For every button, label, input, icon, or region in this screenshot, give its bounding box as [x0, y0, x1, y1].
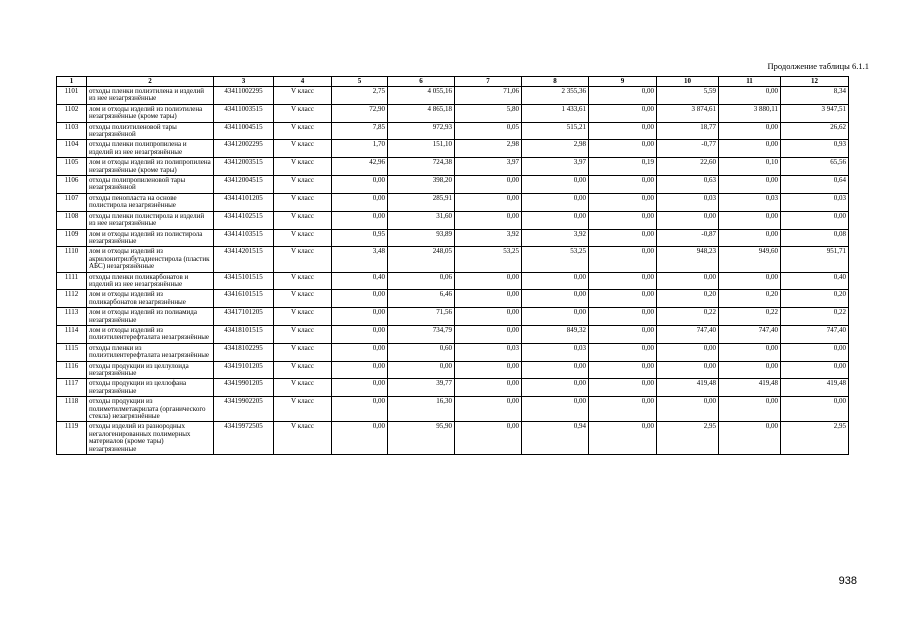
value-cell: 724,38 [388, 158, 455, 176]
table-row [57, 158, 849, 176]
value-cell: 0,19 [589, 158, 657, 176]
value-cell: 0,22 [781, 308, 849, 326]
value-cell: 71,56 [388, 308, 455, 326]
column-header: 5 [332, 77, 388, 87]
value-cell: 419,48 [719, 379, 781, 397]
value-cell: 0,00 [719, 229, 781, 247]
value-cell: 747,40 [719, 325, 781, 343]
value-cell: 0,00 [719, 87, 781, 105]
value-cell: 7,85 [332, 122, 388, 140]
table-row [57, 361, 849, 379]
value-cell: 0,94 [522, 422, 589, 455]
fkko-code-cell: 43416101515 [214, 290, 274, 308]
value-cell: 0,00 [589, 290, 657, 308]
fkko-code-cell: 43411002295 [214, 87, 274, 105]
value-cell: 0,60 [388, 343, 455, 361]
value-cell: 3,97 [522, 158, 589, 176]
fkko-code-cell: 43412003515 [214, 158, 274, 176]
value-cell: 0,00 [332, 325, 388, 343]
value-cell: 0,00 [589, 343, 657, 361]
hazard-class-cell: V класс [274, 229, 332, 247]
value-cell: 0,05 [455, 122, 522, 140]
row-number-cell: 1114 [57, 325, 87, 343]
waste-name-cell: лом и отходы изделий из полиамида незагрязнённые [87, 308, 214, 326]
value-cell: 2,98 [522, 140, 589, 158]
row-number-cell: 1106 [57, 176, 87, 194]
table-row [57, 140, 849, 158]
fkko-code-cell: 43419902205 [214, 397, 274, 422]
column-header: 2 [87, 77, 214, 87]
row-number-cell: 1117 [57, 379, 87, 397]
value-cell: 26,62 [781, 122, 849, 140]
value-cell: 0,00 [522, 272, 589, 290]
value-cell: 0,00 [455, 176, 522, 194]
value-cell: 22,60 [657, 158, 719, 176]
value-cell: 0,00 [455, 422, 522, 455]
value-cell: 0,03 [781, 193, 849, 211]
value-cell: 2 355,36 [522, 87, 589, 105]
value-cell: 0,00 [589, 229, 657, 247]
row-number-cell: 1116 [57, 361, 87, 379]
value-cell: 2,95 [657, 422, 719, 455]
value-cell: 0,00 [455, 193, 522, 211]
value-cell: 747,40 [781, 325, 849, 343]
value-cell: 4 865,18 [388, 104, 455, 122]
hazard-class-cell: V класс [274, 422, 332, 455]
column-header: 9 [589, 77, 657, 87]
value-cell: 0,03 [657, 193, 719, 211]
table-caption: Продолжение таблицы 6.1.1 [767, 61, 869, 71]
value-cell: 0,00 [332, 176, 388, 194]
value-cell: 95,90 [388, 422, 455, 455]
value-cell: 5,80 [455, 104, 522, 122]
value-cell: 0,00 [657, 272, 719, 290]
value-cell: 0,40 [332, 272, 388, 290]
table-row [57, 422, 849, 455]
table-row [57, 193, 849, 211]
value-cell: 1 433,61 [522, 104, 589, 122]
value-cell: 151,10 [388, 140, 455, 158]
value-cell: 0,00 [719, 140, 781, 158]
value-cell: 3,48 [332, 247, 388, 272]
hazard-class-cell: V класс [274, 87, 332, 105]
value-cell: 0,00 [522, 290, 589, 308]
value-cell: 0,00 [781, 397, 849, 422]
value-cell: 0,00 [781, 211, 849, 229]
value-cell: 747,40 [657, 325, 719, 343]
value-cell: 0,00 [455, 325, 522, 343]
fkko-code-cell: 43419972505 [214, 422, 274, 455]
waste-name-cell: лом и отходы изделий из полипропилена незагрязнённые (кроме тары) [87, 158, 214, 176]
fkko-code-cell: 43414101205 [214, 193, 274, 211]
table-row [57, 325, 849, 343]
value-cell: 0,00 [332, 290, 388, 308]
value-cell: 72,90 [332, 104, 388, 122]
value-cell: 972,93 [388, 122, 455, 140]
row-number-cell: 1105 [57, 158, 87, 176]
waste-name-cell: лом и отходы изделий из полиэтилентерефталата незагрязнённые [87, 325, 214, 343]
waste-table [56, 76, 849, 455]
row-number-cell: 1113 [57, 308, 87, 326]
value-cell: 0,00 [589, 379, 657, 397]
value-cell: 0,00 [589, 176, 657, 194]
row-number-cell: 1111 [57, 272, 87, 290]
waste-name-cell: отходы продукции из целлулоида незагрязнённые [87, 361, 214, 379]
value-cell: 949,60 [719, 247, 781, 272]
value-cell: 0,00 [455, 397, 522, 422]
value-cell: 31,60 [388, 211, 455, 229]
value-cell: 0,00 [719, 397, 781, 422]
value-cell: 0,00 [332, 422, 388, 455]
value-cell: 0,93 [781, 140, 849, 158]
table-row [57, 379, 849, 397]
value-cell: 2,98 [455, 140, 522, 158]
waste-name-cell: лом и отходы изделий из полиэтилена незагрязнённые (кроме тары) [87, 104, 214, 122]
hazard-class-cell: V класс [274, 379, 332, 397]
value-cell: 419,48 [657, 379, 719, 397]
value-cell: 6,46 [388, 290, 455, 308]
value-cell: 0,00 [522, 397, 589, 422]
value-cell: 0,00 [522, 193, 589, 211]
value-cell: 0,00 [332, 361, 388, 379]
column-header: 12 [781, 77, 849, 87]
value-cell: 0,03 [522, 343, 589, 361]
fkko-code-cell: 43414201515 [214, 247, 274, 272]
value-cell: 0,00 [589, 193, 657, 211]
hazard-class-cell: V класс [274, 122, 332, 140]
value-cell: 3,92 [522, 229, 589, 247]
fkko-code-cell: 43414103515 [214, 229, 274, 247]
column-header: 6 [388, 77, 455, 87]
value-cell: 3,92 [455, 229, 522, 247]
value-cell: 948,23 [657, 247, 719, 272]
value-cell: 0,00 [657, 361, 719, 379]
hazard-class-cell: V класс [274, 290, 332, 308]
waste-name-cell: отходы продукции из целлофана незагрязнённые [87, 379, 214, 397]
value-cell: 8,34 [781, 87, 849, 105]
waste-name-cell: отходы изделий из разнородных негалогенированных полимерных материалов (кроме тары) незагрязненные [87, 422, 214, 455]
table-row [57, 343, 849, 361]
value-cell: 0,20 [781, 290, 849, 308]
header-row [57, 77, 849, 87]
value-cell: 0,00 [589, 211, 657, 229]
value-cell: 0,10 [719, 158, 781, 176]
value-cell: 0,00 [589, 87, 657, 105]
value-cell: 0,00 [589, 397, 657, 422]
waste-name-cell: отходы пленки полиэтилена и изделий из нее незагрязнённые [87, 87, 214, 105]
waste-name-cell: отходы пленки полипропилена и изделий из нее незагрязнённые [87, 140, 214, 158]
table-row [57, 87, 849, 105]
value-cell: 0,64 [781, 176, 849, 194]
hazard-class-cell: V класс [274, 247, 332, 272]
waste-name-cell: лом и отходы изделий из акрилонитрилбутадиенстирола (пластик АБС) незагрязнённые [87, 247, 214, 272]
hazard-class-cell: V класс [274, 325, 332, 343]
value-cell: 0,00 [589, 247, 657, 272]
value-cell: 0,00 [589, 140, 657, 158]
row-number-cell: 1104 [57, 140, 87, 158]
value-cell: 734,79 [388, 325, 455, 343]
row-number-cell: 1110 [57, 247, 87, 272]
waste-name-cell: отходы пенопласта на основе полистирола незагрязнённые [87, 193, 214, 211]
value-cell: 0,00 [455, 379, 522, 397]
value-cell: 39,77 [388, 379, 455, 397]
value-cell: 0,00 [455, 308, 522, 326]
hazard-class-cell: V класс [274, 140, 332, 158]
hazard-class-cell: V класс [274, 272, 332, 290]
value-cell: 5,59 [657, 87, 719, 105]
value-cell: 0,22 [719, 308, 781, 326]
value-cell: 0,00 [388, 361, 455, 379]
row-number-cell: 1118 [57, 397, 87, 422]
value-cell: 0,00 [589, 104, 657, 122]
value-cell: 0,00 [332, 343, 388, 361]
hazard-class-cell: V класс [274, 176, 332, 194]
waste-name-cell: отходы пленки полистирола и изделий из нее незагрязнённые [87, 211, 214, 229]
value-cell: 951,71 [781, 247, 849, 272]
value-cell: 398,20 [388, 176, 455, 194]
waste-name-cell: лом и отходы изделий из поликарбонатов незагрязнённые [87, 290, 214, 308]
value-cell: 0,00 [589, 325, 657, 343]
value-cell: 0,00 [522, 308, 589, 326]
column-header: 3 [214, 77, 274, 87]
row-number-cell: 1101 [57, 87, 87, 105]
fkko-code-cell: 43417101205 [214, 308, 274, 326]
value-cell: 515,21 [522, 122, 589, 140]
hazard-class-cell: V класс [274, 211, 332, 229]
column-header: 10 [657, 77, 719, 87]
value-cell: 0,00 [719, 422, 781, 455]
value-cell: 0,00 [719, 122, 781, 140]
row-number-cell: 1119 [57, 422, 87, 455]
value-cell: 0,40 [781, 272, 849, 290]
value-cell: 3 880,11 [719, 104, 781, 122]
table-row [57, 211, 849, 229]
value-cell: 0,00 [719, 343, 781, 361]
waste-name-cell: отходы продукции из полиметилметакрилата (органического стекла) незагрязнённые [87, 397, 214, 422]
value-cell: 0,00 [332, 397, 388, 422]
value-cell: 0,00 [657, 211, 719, 229]
value-cell: 1,70 [332, 140, 388, 158]
value-cell: 0,22 [657, 308, 719, 326]
value-cell: 0,00 [719, 272, 781, 290]
value-cell: 0,00 [589, 308, 657, 326]
hazard-class-cell: V класс [274, 361, 332, 379]
value-cell: 53,25 [522, 247, 589, 272]
value-cell: 0,00 [522, 176, 589, 194]
column-header: 11 [719, 77, 781, 87]
hazard-class-cell: V класс [274, 397, 332, 422]
fkko-code-cell: 43411004515 [214, 122, 274, 140]
column-header: 8 [522, 77, 589, 87]
value-cell: 0,00 [522, 379, 589, 397]
value-cell: 0,00 [455, 361, 522, 379]
value-cell: 3,97 [455, 158, 522, 176]
fkko-code-cell: 43412004515 [214, 176, 274, 194]
value-cell: 0,00 [332, 379, 388, 397]
hazard-class-cell: V класс [274, 308, 332, 326]
page-number: 938 [838, 575, 857, 587]
table-row [57, 247, 849, 272]
value-cell: 71,06 [455, 87, 522, 105]
waste-name-cell: лом и отходы изделий из полистирола незагрязнённые [87, 229, 214, 247]
column-header: 7 [455, 77, 522, 87]
row-number-cell: 1103 [57, 122, 87, 140]
row-number-cell: 1115 [57, 343, 87, 361]
row-number-cell: 1108 [57, 211, 87, 229]
hazard-class-cell: V класс [274, 158, 332, 176]
table-row [57, 308, 849, 326]
column-header: 1 [57, 77, 87, 87]
value-cell: 0,06 [388, 272, 455, 290]
value-cell: 849,32 [522, 325, 589, 343]
value-cell: 0,00 [781, 361, 849, 379]
value-cell: 0,00 [719, 176, 781, 194]
column-header: 4 [274, 77, 332, 87]
table-row [57, 104, 849, 122]
value-cell: 0,00 [332, 193, 388, 211]
table-row [57, 122, 849, 140]
value-cell: 0,00 [455, 211, 522, 229]
waste-name-cell: отходы пленки из полиэтилентерефталата незагрязнённые [87, 343, 214, 361]
value-cell: 65,56 [781, 158, 849, 176]
value-cell: 53,25 [455, 247, 522, 272]
value-cell: 0,63 [657, 176, 719, 194]
value-cell: 0,00 [522, 211, 589, 229]
value-cell: 3 947,51 [781, 104, 849, 122]
table-row [57, 176, 849, 194]
value-cell: 0,00 [589, 122, 657, 140]
value-cell: 4 055,16 [388, 87, 455, 105]
value-cell: 0,00 [589, 272, 657, 290]
hazard-class-cell: V класс [274, 193, 332, 211]
fkko-code-cell: 43415101515 [214, 272, 274, 290]
value-cell: 0,00 [719, 361, 781, 379]
table-body [57, 87, 849, 455]
value-cell: 18,77 [657, 122, 719, 140]
value-cell: 0,00 [332, 211, 388, 229]
value-cell: 2,95 [781, 422, 849, 455]
waste-name-cell: отходы полипропиленовой тары незагрязнённой [87, 176, 214, 194]
table-row [57, 397, 849, 422]
value-cell: 0,00 [455, 272, 522, 290]
value-cell: 16,30 [388, 397, 455, 422]
fkko-code-cell: 43414102515 [214, 211, 274, 229]
fkko-code-cell: 43418101515 [214, 325, 274, 343]
table-row [57, 229, 849, 247]
value-cell: 93,89 [388, 229, 455, 247]
table-row [57, 272, 849, 290]
waste-name-cell: отходы пленки поликарбонатов и изделий из нее незагрязнённые [87, 272, 214, 290]
value-cell: 0,00 [332, 308, 388, 326]
value-cell: 419,48 [781, 379, 849, 397]
value-cell: 0,00 [781, 343, 849, 361]
value-cell: 0,00 [589, 422, 657, 455]
value-cell: 0,03 [719, 193, 781, 211]
value-cell: 248,05 [388, 247, 455, 272]
hazard-class-cell: V класс [274, 104, 332, 122]
fkko-code-cell: 43411003515 [214, 104, 274, 122]
row-number-cell: 1109 [57, 229, 87, 247]
value-cell: 0,20 [719, 290, 781, 308]
value-cell: 0,00 [455, 290, 522, 308]
fkko-code-cell: 43419901205 [214, 379, 274, 397]
value-cell: 42,96 [332, 158, 388, 176]
value-cell: 0,08 [781, 229, 849, 247]
value-cell: -0,77 [657, 140, 719, 158]
row-number-cell: 1112 [57, 290, 87, 308]
value-cell: 0,20 [657, 290, 719, 308]
value-cell: 0,00 [589, 361, 657, 379]
value-cell: 0,03 [455, 343, 522, 361]
row-number-cell: 1107 [57, 193, 87, 211]
value-cell: 0,00 [522, 361, 589, 379]
value-cell: 0,00 [657, 397, 719, 422]
value-cell: 2,75 [332, 87, 388, 105]
value-cell: 285,91 [388, 193, 455, 211]
table-row [57, 290, 849, 308]
hazard-class-cell: V класс [274, 343, 332, 361]
row-number-cell: 1102 [57, 104, 87, 122]
fkko-code-cell: 43419101205 [214, 361, 274, 379]
fkko-code-cell: 43412002295 [214, 140, 274, 158]
value-cell: 3 874,61 [657, 104, 719, 122]
value-cell: 0,00 [719, 211, 781, 229]
waste-name-cell: отходы полиэтиленовой тары незагрязнённой [87, 122, 214, 140]
value-cell: 0,95 [332, 229, 388, 247]
value-cell: 0,00 [657, 343, 719, 361]
fkko-code-cell: 43418102295 [214, 343, 274, 361]
value-cell: -0,87 [657, 229, 719, 247]
